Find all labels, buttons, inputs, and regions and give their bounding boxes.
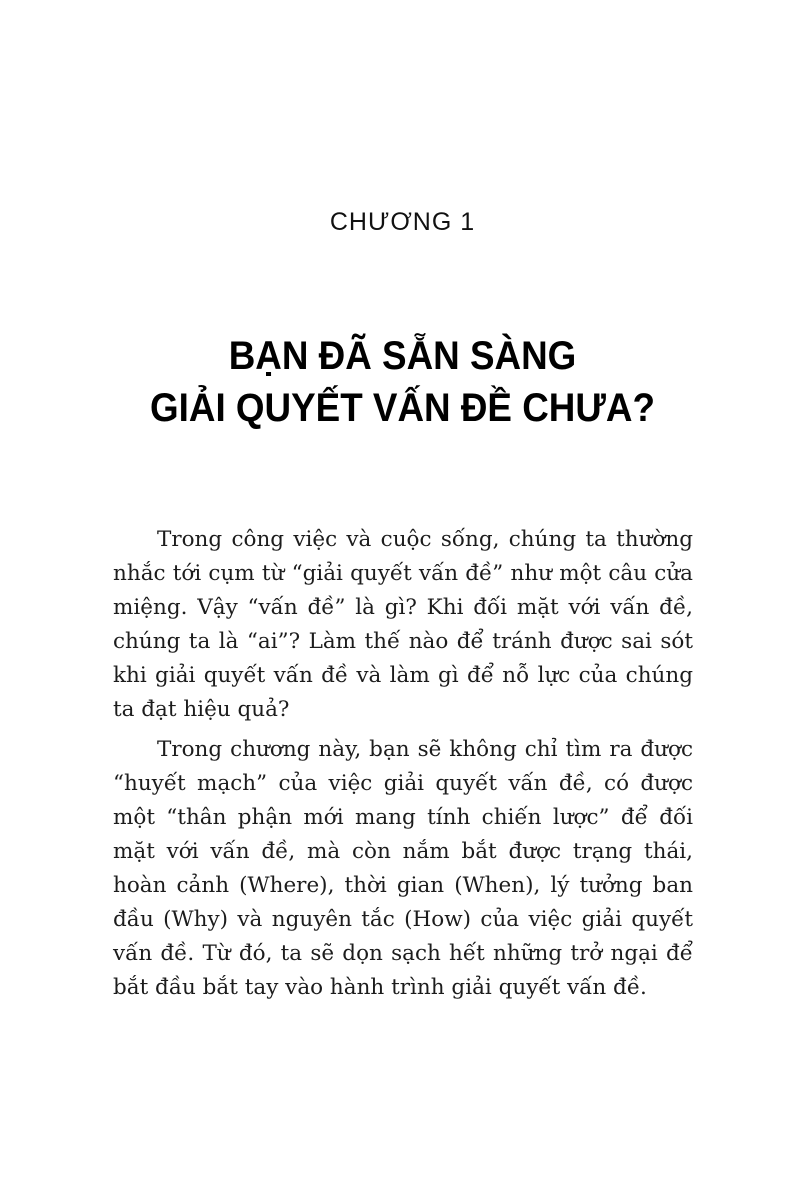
body-paragraph: Trong chương này, bạn sẽ không chỉ tìm ra được “huyết mạch” của việc giải quyết vấn đề, có được một “thân phận mới mang tính chiến lược” để đối mặt với vấn đề, mà còn nắm bắt được trạng thái, hoàn cảnh (Where), thời gian (When), lý tưởng ban đầu (Why) và nguyên tắc (How) của việc giải quyết vấn đề. Từ đó, ta sẽ dọn sạch hết những trở ngại để bắt đầu bắt tay vào hành trình giải quyết vấn đề. (113, 737, 693, 1000)
body-text (113, 523, 693, 1011)
page-title (0, 330, 805, 434)
title-line-2: GIẢI QUYẾT VẤN ĐỀ CHƯA? (150, 386, 655, 430)
body-paragraph: Trong công việc và cuộc sống, chúng ta thường nhắc tới cụm từ “giải quyết vấn đề” như một câu cửa miệng. Vậy “vấn đề” là gì? Khi đối mặt với vấn đề, chúng ta là “ai”? Làm thế nào để tránh được sai sót khi giải quyết vấn đề và làm gì để nỗ lực của chúng ta đạt hiệu quả? (113, 527, 693, 722)
title-line-1: BẠN ĐÃ SẴN SÀNG (228, 334, 577, 378)
chapter-label: CHƯƠNG 1 (329, 208, 476, 236)
